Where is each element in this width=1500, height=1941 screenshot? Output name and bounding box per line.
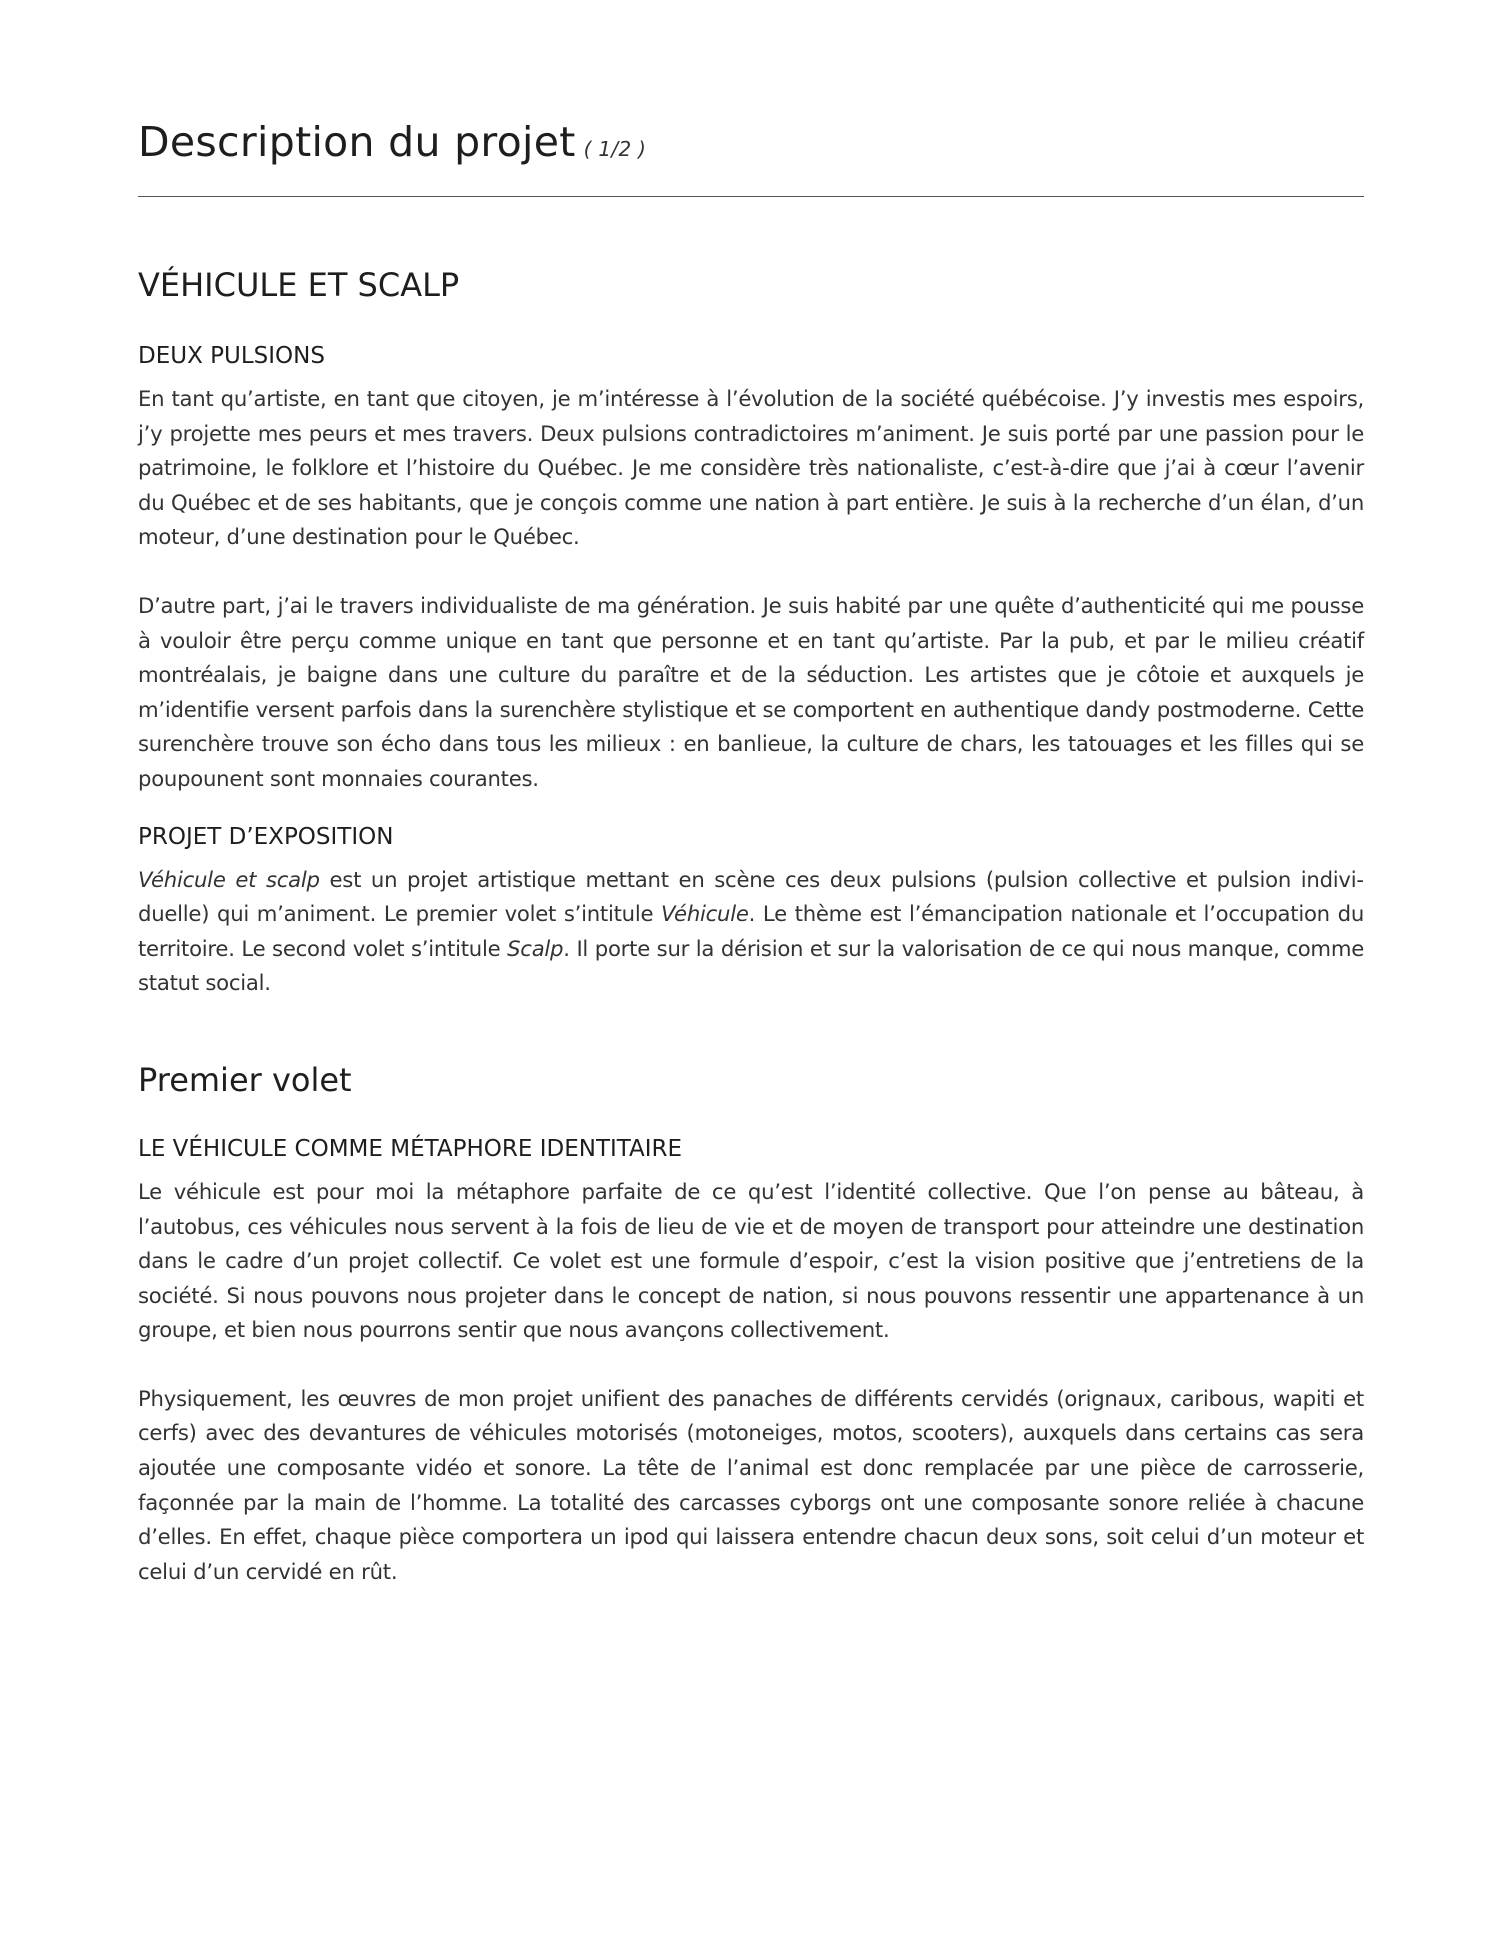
italic-title-ref: Véhicule et scalp	[138, 866, 320, 892]
paragraph-projet-exposition	[138, 863, 1364, 1001]
section-title: VÉHICULE ET SCALP	[138, 266, 460, 304]
heading-projet-exposition: PROJET D’EXPOSITION	[138, 823, 394, 850]
heading-deux-pulsions: DEUX PULSIONS	[138, 343, 325, 369]
italic-title-ref: Scalp	[507, 935, 564, 961]
paragraph-text: . Il porte sur la dérision et sur la valorisation de ce qui nous manque, comme statut social.	[138, 935, 1364, 996]
paragraph: En tant qu’artiste, en tant que citoyen, je m’intéresse à l’évolution de la société québécoise. J’y investis mes espoirs, j’y projette mes peurs et mes travers. Deux pulsions contradictoires m’animent. Je suis porté par une passion pour le patrimoine, le folklore et l’histoire du Québec. Je me considère très nationaliste, c’est-à-dire que j’ai à cœur l’avenir du Québec et de ses habitants, que je conçois comme une nation à part entière. Je suis à la recherche d’un élan, d’un moteur, d’une destination pour le Québec.	[138, 386, 1364, 550]
paragraph: Physiquement, les œuvres de mon projet unifient des panaches de différents cervidés (orignaux, caribous, wapiti et cerfs) avec des devantures de véhicules motorisés (motoneiges, motos, scooters), auxquels dans certains cas sera ajoutée une composante vidéo et sonore. La tête de l’animal est donc remplacée par une pièce de carrosserie, façonnée par la main de l’homme. La totalité des carcasses cyborgs ont une composante sonore reliée à chacune d’elles. En effet, chaque pièce comportera un ipod qui laissera entendre chacun deux sons, soit celui d’un moteur et celui d’un cervidé en rût.	[138, 1385, 1364, 1584]
content-body	[138, 262, 1364, 1589]
premier-volet-title: Premier volet	[138, 1060, 352, 1099]
paragraph-text: . Le thème est l’émancipation nationale et l’occupation du territoire. Le second volet s’intitule	[138, 901, 1364, 961]
paragraph: D’autre part, j’ai le travers individualiste de ma génération. Je suis habité par une quête d’authenticité qui me pousse à vouloir être perçu comme unique en tant que personne et en tant qu’artiste. Par la pub, et par le milieu créatif montréalais, je baigne dans une culture du paraître et de la séduction. Les artistes que je côtoie et auxquels je m’identifie versent parfois dans la surenchère stylistique et se comportent en authentique dandy postmoderne. Cette surenchère trouve son écho dans tous les milieux : en banlieue, la culture de chars, les tatouages et les filles qui se poupounent sont monnaies courantes.	[138, 592, 1364, 791]
page-title	[138, 118, 646, 166]
heading-vehicule-metaphore: LE VÉHICULE COMME MÉTAPHORE IDENTITAIRE	[138, 1135, 683, 1162]
page-counter: ( 1/2 )	[583, 137, 647, 161]
paragraph-text: est un projet artistique mettant en scène ces deux pulsions (pulsion collective et pulsion individuelle) qui m’animent. Le premier volet s’intitule	[138, 866, 1364, 927]
italic-title-ref: Véhicule	[661, 901, 749, 927]
title-divider	[138, 196, 1364, 197]
paragraph: Le véhicule est pour moi la métaphore parfaite de ce qu’est l’identité collective. Que l’on pense au bâteau, à l’autobus, ces véhicules nous servent à la fois de lieu de vie et de moyen de transport pour atteindre une destination dans le cadre d’un projet collectif. Ce volet est une formule d’espoir, c’est la vision positive que j’entretiens de la société. Si nous pouvons nous projeter dans le concept de nation, si nous pouvons ressentir une appartenance à un groupe, et bien nous pourrons sentir que nous avançons collectivement.	[138, 1178, 1364, 1343]
page-title-text: Description du projet	[138, 118, 576, 166]
